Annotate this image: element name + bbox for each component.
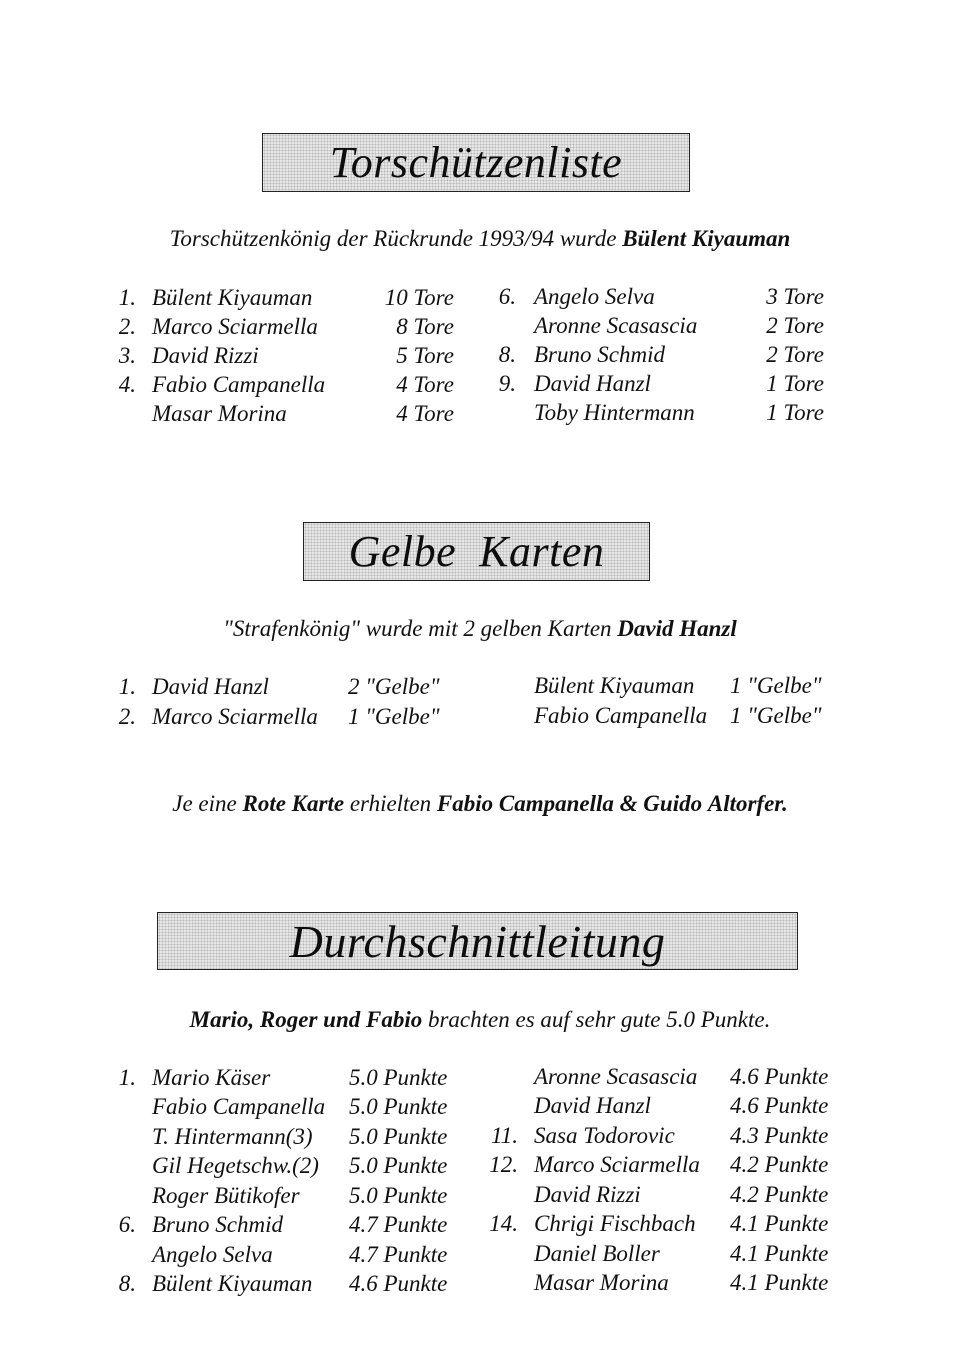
average-points: 4.2 Punkte	[730, 1152, 829, 1177]
average-points: 4.1 Punkte	[730, 1270, 829, 1295]
average-name: T. Hintermann(3)	[152, 1124, 313, 1149]
average-points: 4.2 Punkte	[730, 1182, 829, 1207]
average-points: 4.1 Punkte	[730, 1241, 829, 1266]
average-rank: 11.	[490, 1123, 518, 1148]
scorer-name: Fabio Campanella	[152, 372, 326, 397]
average-name: Bülent Kiyauman	[152, 1271, 313, 1296]
average-name: Angelo Selva	[152, 1242, 273, 1267]
scorer-name: David Rizzi	[152, 343, 259, 368]
average-rank: 12.	[489, 1152, 518, 1177]
scorers-intro: Torschützenkönig der Rückrunde 1993/94 wurde Bülent Kiyauman	[169, 226, 791, 251]
average-name: Fabio Campanella	[152, 1094, 326, 1119]
average-points: 4.3 Punkte	[730, 1123, 829, 1148]
scorer-rank: 2.	[118, 314, 136, 339]
scorers-title: Torschützenliste	[329, 138, 623, 187]
average-name: Daniel Boller	[534, 1241, 660, 1266]
card-name: Marco Sciarmella	[152, 704, 318, 729]
scorer-name: Marco Sciarmella	[152, 314, 318, 339]
average-title: Durchschnittleitung	[289, 915, 666, 967]
average-rank: 14.	[489, 1211, 518, 1236]
average-points: 5.0 Punkte	[349, 1124, 448, 1149]
cards-title: Gelbe Karten	[348, 527, 605, 576]
average-name: Gil Hegetschw.(2)	[152, 1153, 319, 1178]
average-points: 5.0 Punkte	[349, 1065, 448, 1090]
scorer-goals: 2 Tore	[766, 313, 824, 338]
average-name: Aronne Scasascia	[534, 1064, 698, 1089]
scorer-rank: 1.	[118, 285, 136, 310]
scorer-name: Bülent Kiyauman	[152, 285, 313, 310]
scorer-name: Masar Morina	[152, 401, 287, 426]
average-points: 4.1 Punkte	[730, 1211, 829, 1236]
average-name: Roger Bütikofer	[152, 1183, 300, 1208]
average-points: 4.6 Punkte	[730, 1064, 829, 1089]
average-title-banner	[157, 912, 798, 970]
scorer-goals: 3 Tore	[766, 284, 824, 309]
average-name: Sasa Todorovic	[534, 1123, 675, 1148]
scorer-rank: 9.	[498, 371, 516, 396]
scorer-goals: 1 Tore	[766, 400, 824, 425]
scorer-name: Toby Hintermann	[534, 400, 695, 425]
scorer-name: David Hanzl	[534, 371, 651, 396]
average-points: 4.7 Punkte	[349, 1242, 448, 1267]
card-count: 2 "Gelbe"	[348, 674, 440, 699]
scorer-rank: 3.	[118, 343, 136, 368]
average-name: Chrigi Fischbach	[534, 1211, 696, 1236]
cards-intro: "Strafenkönig" wurde mit 2 gelben Karten David Hanzl	[223, 616, 737, 641]
scorers-title-banner	[262, 133, 690, 192]
card-count: 1 "Gelbe"	[730, 673, 822, 698]
card-name: David Hanzl	[152, 674, 269, 699]
average-name: Bruno Schmid	[152, 1212, 283, 1237]
average-name: Marco Sciarmella	[534, 1152, 700, 1177]
average-name: Masar Morina	[534, 1270, 669, 1295]
card-count: 1 "Gelbe"	[730, 703, 822, 728]
average-points: 4.6 Punkte	[730, 1093, 829, 1118]
average-intro: Mario, Roger und Fabio brachten es auf sehr gute 5.0 Punkte.	[189, 1007, 771, 1032]
average-name: Mario Käser	[152, 1065, 271, 1090]
scorer-rank: 8.	[498, 342, 516, 367]
scorer-name: Aronne Scasascia	[534, 313, 698, 338]
average-points: 4.7 Punkte	[349, 1212, 448, 1237]
card-count: 1 "Gelbe"	[348, 704, 440, 729]
scorer-name: Angelo Selva	[534, 284, 655, 309]
average-points: 4.6 Punkte	[349, 1271, 448, 1296]
scorer-goals: 5 Tore	[396, 343, 454, 368]
card-rank: 1.	[118, 674, 136, 699]
scorer-rank: 4.	[118, 372, 136, 397]
scorer-name: Bruno Schmid	[534, 342, 665, 367]
card-rank: 2.	[118, 704, 136, 729]
red-card-note: Je eine Rote Karte erhielten Fabio Campanella & Guido Altorfer.	[172, 791, 788, 816]
card-name: Bülent Kiyauman	[534, 673, 695, 698]
cards-title-banner	[303, 522, 650, 581]
scorer-goals: 8 Tore	[396, 314, 454, 339]
scorer-goals: 4 Tore	[396, 372, 454, 397]
average-name: David Hanzl	[534, 1093, 651, 1118]
average-points: 5.0 Punkte	[349, 1183, 448, 1208]
average-rank: 6.	[118, 1212, 136, 1237]
average-rank: 8.	[118, 1271, 136, 1296]
scorer-goals: 10 Tore	[384, 285, 454, 310]
scorer-goals: 4 Tore	[396, 401, 454, 426]
scorer-rank: 6.	[498, 284, 516, 309]
average-rank: 1.	[118, 1065, 136, 1090]
scorer-goals: 1 Tore	[766, 371, 824, 396]
card-name: Fabio Campanella	[534, 703, 708, 728]
average-points: 5.0 Punkte	[349, 1153, 448, 1178]
average-points: 5.0 Punkte	[349, 1094, 448, 1119]
average-name: David Rizzi	[534, 1182, 641, 1207]
scorer-goals: 2 Tore	[766, 342, 824, 367]
